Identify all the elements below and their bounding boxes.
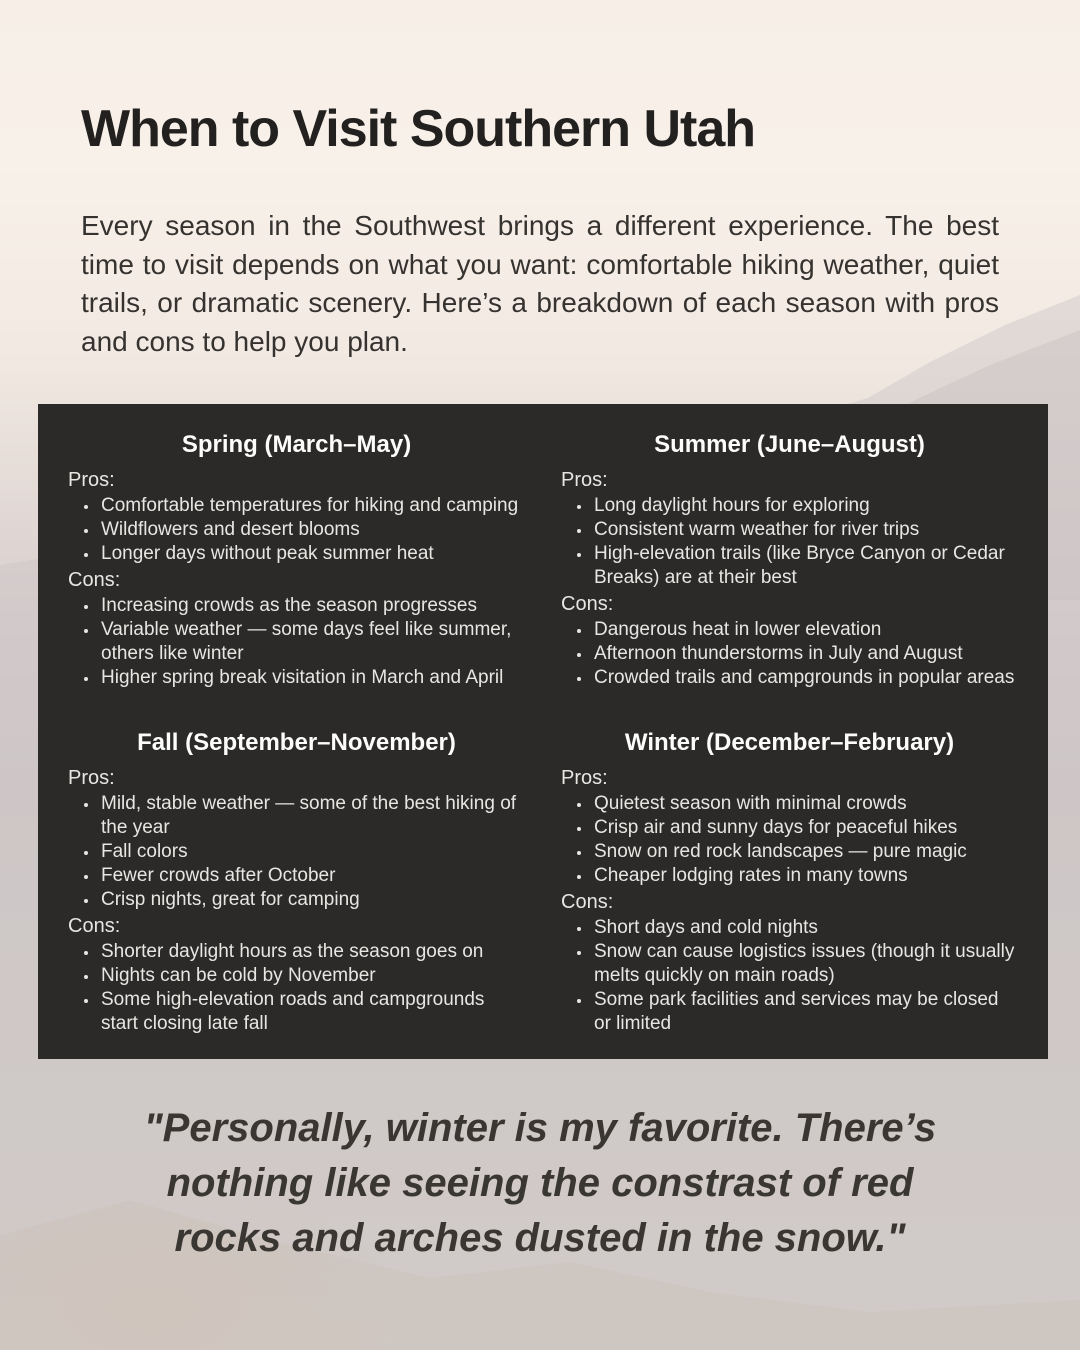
season-title: Summer (June–August) [654,431,925,458]
pros-list [68,792,525,912]
season-card-summer [561,430,1018,690]
list-item: • Higher spring break visitation in March and April [99,666,525,690]
cons-label: Cons: [561,593,614,615]
list-item: • Crowded trails and campgrounds in popular areas [592,666,1018,690]
list-item: • Consistent warm weather for river trips [592,518,1018,542]
pros-label: Pros: [561,469,608,491]
list-item: • Variable weather — some days feel like summer, others like winter [99,618,525,666]
list-item: • Shorter daylight hours as the season goes on [99,940,525,964]
cons-list [68,594,525,690]
list-item: • Longer days without peak summer heat [99,542,525,566]
cons-list [561,916,1018,1036]
cons-label: Cons: [561,891,614,913]
list-item: • High-elevation trails (like Bryce Canyon or Cedar Breaks) are at their best [592,542,1018,590]
list-item: • Wildflowers and desert blooms [99,518,525,542]
cons-list [561,618,1018,690]
season-card-fall [68,728,525,1036]
list-item: • Fewer crowds after October [99,864,525,888]
list-item: • Crisp air and sunny days for peaceful hikes [592,816,1018,840]
pros-label: Pros: [68,767,115,789]
season-title: Winter (December–February) [624,729,955,756]
list-item: • Nights can be cold by November [99,964,525,988]
season-card-winter [561,728,1018,1036]
list-item: • Quietest season with minimal crowds [592,792,1018,816]
cons-list [68,940,525,1036]
list-item: • Short days and cold nights [592,916,1018,940]
list-item: • Afternoon thunderstorms in July and August [592,642,1018,666]
pros-list [561,494,1018,590]
pros-label: Pros: [561,767,608,789]
seasons-panel [38,404,1048,1059]
list-item: • Dangerous heat in lower elevation [592,618,1018,642]
pros-list [561,792,1018,888]
list-item: • Comfortable temperatures for hiking and camping [99,494,525,518]
list-item: • Cheaper lodging rates in many towns [592,864,1018,888]
list-item: • Snow can cause logistics issues (though it usually melts quickly on main roads) [592,940,1018,988]
cons-label: Cons: [68,915,121,937]
page-title: When to Visit Southern Utah [81,100,756,158]
season-title: Fall (September–November) [137,729,456,756]
list-item: • Some high-elevation roads and campgrounds start closing late fall [99,988,525,1036]
list-item: • Crisp nights, great for camping [99,888,525,912]
list-item: • Increasing crowds as the season progresses [99,594,525,618]
list-item: • Mild, stable weather — some of the best hiking of the year [99,792,525,840]
season-card-spring [68,430,525,690]
quote-text: "Personally, winter is my favorite. There’s nothing like seeing the constrast of red rocks and arches dusted in the snow." [143,1106,937,1260]
season-title: Spring (March–May) [181,431,412,458]
intro-paragraph: Every season in the Southwest brings a different experience. The best time to visit depends on what you want: comfortable hiking weather, quiet trails, or dramatic scenery. Here’s a breakdown of each season with pros and cons to help you plan. [81,210,999,357]
list-item: • Some park facilities and services may be closed or limited [592,988,1018,1036]
pros-list [68,494,525,566]
pros-label: Pros: [68,469,115,491]
list-item: • Long daylight hours for exploring [592,494,1018,518]
list-item: • Fall colors [99,840,525,864]
list-item: • Snow on red rock landscapes — pure magic [592,840,1018,864]
cons-label: Cons: [68,569,121,591]
